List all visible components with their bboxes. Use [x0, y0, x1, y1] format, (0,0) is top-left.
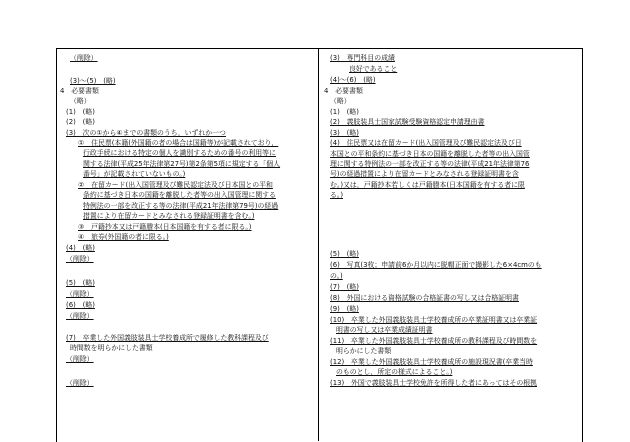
column-divider — [318, 48, 319, 441]
text-line: (3) 専門科目の成績 — [330, 54, 395, 62]
text-line: (6) 写真(3枚；申請前6か月以内に脱帽正面で撮影した6×4cmのも — [330, 261, 542, 269]
text-line: (1) (略) — [330, 108, 359, 116]
text-line: む。)又は，戸籍抄本若しくは戸籍謄本(日本国籍を有する者に限 — [330, 181, 525, 189]
text-line: （削除） — [66, 312, 94, 320]
text-line: 良好であること — [349, 65, 398, 73]
text-line: （略） — [330, 97, 351, 105]
text-line: (8) 外国における資格試験の合格証書の写し又は合格証明書 — [330, 294, 519, 302]
text-line: (12) 卒業した外国義肢装具士学校養成所の施設現況書(卒業当時 — [330, 358, 533, 366]
text-line: 関する法律(平成25年法律第27号)第2条第5項に規定する「個人 — [83, 160, 281, 168]
text-line: (1) (略) — [66, 108, 95, 116]
text-line: 措置により在留カードとみなされる登録証明書を含む。) — [83, 212, 255, 220]
text-line: 特例法の一部を改正する等の法律(平成21年法律第79号)の経過 — [83, 202, 279, 210]
text-line: のものとし，所定の様式によること。) — [336, 368, 453, 376]
text-line: (4) (略) — [66, 244, 95, 252]
text-line: ② 在留カード(出入国管理及び難民認定法及び日本国との平和 — [78, 181, 273, 189]
text-line: (9) (略) — [330, 305, 359, 313]
text-line: (11) 卒業した外国義肢装具士学校養成所の教科課程及び時間数を — [330, 337, 538, 345]
text-line: 本国との平和条約に基づき日本の国籍を離脱した者等の出入国管 — [330, 150, 530, 158]
text-line: (3) 次の①から④までの書類のうち，いずれか一つ — [66, 129, 226, 137]
text-line: 理に関する特例法の一部を改正する等の法律(平成21年法律第76 — [330, 160, 530, 168]
text-line: (7) (略) — [330, 283, 359, 291]
text-line: 条約に基づき日本の国籍を離脱した者等の出入国管理に関する — [83, 191, 276, 199]
text-line: 明らかにした書類 — [336, 347, 392, 355]
text-line: (4)～(6) (略) — [330, 76, 376, 84]
text-line: る。) — [330, 191, 344, 199]
text-line: (5) (略) — [66, 279, 95, 287]
text-line: (13) 外国で義肢装具士学校免許を所得した者にあってはその根拠 — [330, 379, 538, 387]
text-line: (2) (略) — [66, 118, 95, 126]
text-line: (10) 卒業した外国義肢装具士学校養成所の卒業証明書又は卒業証 — [330, 316, 538, 324]
text-line: （削除） — [66, 379, 94, 387]
text-line: 時間数を明らかにした書類 — [70, 344, 153, 352]
section-heading: 4 必要書類 — [60, 87, 99, 95]
text-line: ③ 戸籍抄本又は戸籍謄本(日本国籍を有する者に限る。) — [78, 223, 252, 231]
text-line: 番号」が記載されていないもの。) — [83, 170, 186, 178]
text-line: （削除） — [66, 255, 94, 263]
text-line: ④ 旅券(外国籍の者に限る。) — [78, 233, 169, 241]
text-line: 明書の写し又は卒業成績証明書 — [336, 326, 433, 334]
text-line: 号)の経過措置により在留カードとみなされる登録証明書を含 — [330, 170, 519, 178]
text-line: 行政手続における特定の個人を識別するための番号の利用等に — [83, 149, 276, 157]
text-line: (4) 住民票又は在留カード(出入国管理及び難民認定法及び日 — [330, 139, 522, 147]
text-line: ① 住民票(本籍(外国籍の者の場合は国籍等)が記載されており， — [78, 139, 279, 147]
text-line: （削除） — [66, 355, 94, 363]
text-line: （削除） — [66, 290, 94, 298]
text-line: (3) (略) — [330, 129, 359, 137]
text-line: （略） — [70, 97, 91, 105]
text-line: (5) (略) — [330, 250, 359, 258]
text-line: の。) — [330, 272, 343, 280]
text-line: (7) 卒業した外国義肢装具士学校養成所で履修した教科課程及び — [66, 334, 269, 342]
text-line: （削除） — [70, 54, 98, 62]
text-line: (3)～(5) (略) — [70, 77, 116, 85]
section-heading: 4 必要書類 — [324, 87, 363, 95]
text-line: (2) 義肢装具士国家試験受験資格認定申請理由書 — [330, 118, 485, 126]
text-line: (6) (略) — [66, 301, 95, 309]
